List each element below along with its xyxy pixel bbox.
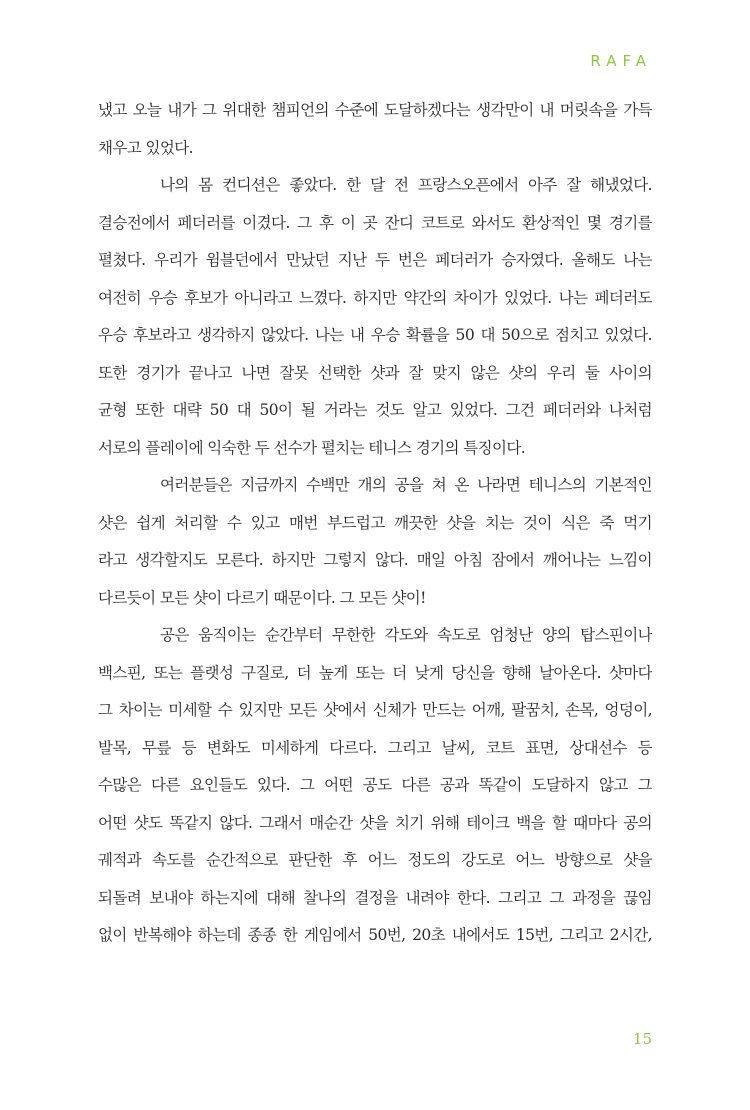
running-header-title: RAFA: [590, 52, 652, 70]
text-line: 궤적과 속도를 순간적으로 판단한 후 어느 정도의 강도로 어느 방향으로 샷을: [98, 851, 652, 869]
text-line: 없이 반복해야 하는데 종종 한 게임에서 50번, 20초 내에서도 15번, 그리고 2시간,: [98, 926, 652, 944]
text-line: 샷은 쉽게 처리할 수 있고 매번 부드럽고 깨끗한 샷을 치는 것이 식은 죽 먹기: [98, 513, 652, 532]
text-line: 또한 경기가 끝나고 나면 잘못 선택한 샷과 잘 맞지 않은 샷의 우리 둘 사이의: [98, 363, 652, 382]
text-line: 그 차이는 미세할 수 있지만 모든 샷에서 신체가 만드는 어깨, 팔꿈치, 손목, 엉덩이,: [98, 701, 652, 719]
text-line: 수많은 다른 요인들도 있다. 그 어떤 공도 다른 공과 똑같이 도달하지 않고 그: [98, 776, 652, 794]
text-line: 냈고 오늘 내가 그 위대한 챔피언의 수준에 도달하겠다는 생각만이 내 머릿속을 가득: [98, 101, 652, 119]
body-text: [98, 92, 652, 955]
text-line: 발목, 무릎 등 변화도 미세하게 다르다. 그리고 날씨, 코트 표면, 상대선수 등: [98, 738, 652, 757]
text-line: 여전히 우승 후보가 아니라고 느꼈다. 하지만 약간의 차이가 있었다. 나는 페더러도: [98, 288, 652, 307]
text-line: 어떤 샷도 똑같지 않다. 그래서 매순간 샷을 치기 위해 테이크 백을 할 때마다 공의: [98, 813, 652, 832]
text-line: 백스핀, 또는 플랫성 구질로, 더 높게 또는 더 낮게 당신을 향해 날아온다. 샷마다: [98, 663, 652, 682]
text-line: 공은 움직이는 순간부터 무한한 각도와 속도로 엄청난 양의 탑스핀이나: [160, 626, 652, 644]
text-line: 여러분들은 지금까지 수백만 개의 공을 쳐 온 나라면 테니스의 기본적인: [160, 476, 652, 494]
text-line: 나의 몸 컨디션은 좋았다. 한 달 전 프랑스오픈에서 아주 잘 해냈었다.: [160, 176, 652, 194]
text-line: 균형 또한 대략 50 대 50이 될 거라는 것도 알고 있었다. 그건 페더러와 나처럼: [98, 401, 652, 419]
text-line: 채우고 있었다.: [98, 138, 193, 157]
text-line: 다르듯이 모든 샷이 다르기 때문이다. 그 모든 샷이!: [98, 588, 426, 607]
text-line: 라고 생각할지도 모른다. 하지만 그렇지 않다. 매일 아침 잠에서 깨어나는 느낌이: [98, 551, 652, 569]
text-line: 결승전에서 페더러를 이겼다. 그 후 이 곳 잔디 코트로 와서도 환상적인 몇 경기를: [98, 213, 652, 232]
page-number: 15: [632, 1030, 652, 1048]
text-line: 서로의 플레이에 익숙한 두 선수가 펼치는 테니스 경기의 특징이다.: [98, 438, 526, 457]
text-line: 펼쳤다. 우리가 윔블던에서 만났던 지난 두 번은 페더러가 승자였다. 올해도 나는: [98, 251, 652, 269]
text-line: 되돌려 보내야 하는지에 대해 찰나의 결정을 내려야 한다. 그리고 그 과정을 끊임: [98, 888, 652, 907]
text-line: 우승 후보라고 생각하지 않았다. 나는 내 우승 확률을 50 대 50으로 점치고 있었다.: [98, 326, 652, 344]
